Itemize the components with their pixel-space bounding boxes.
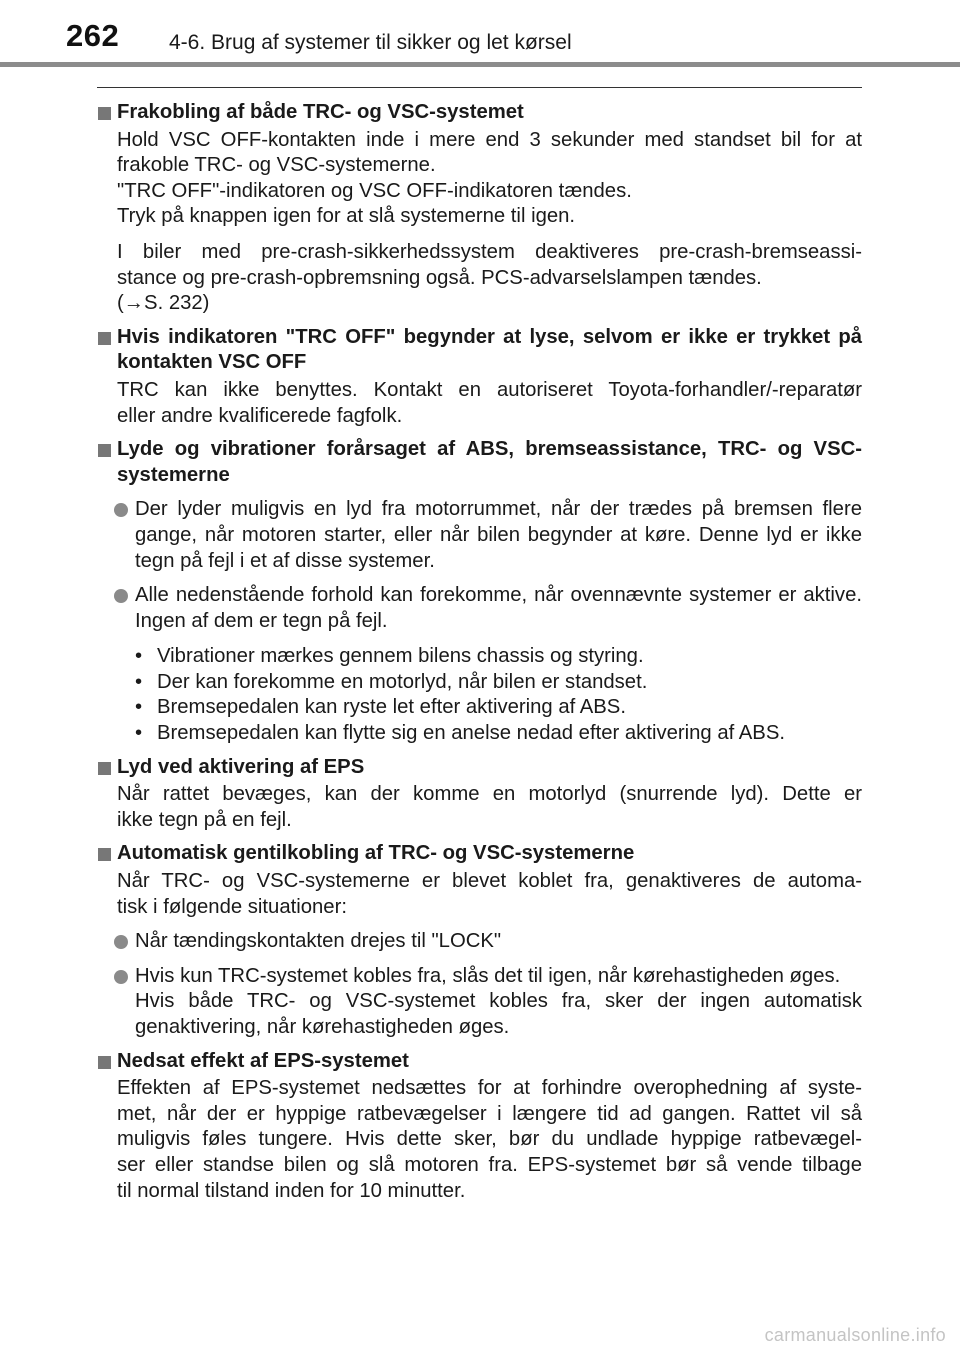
section-heading: Lyd ved aktivering af EPS — [97, 755, 862, 781]
page-header — [0, 0, 960, 70]
paragraph — [117, 378, 862, 429]
paragraph — [117, 782, 862, 833]
site-watermark: carmanualsonline.info — [764, 1325, 946, 1345]
text-line: Hold VSC OFF-kontakten inde i mere end 3 sekunder med standset bil for at — [117, 128, 862, 151]
dot-bullet-icon: • — [135, 696, 143, 719]
square-bullet-icon — [98, 444, 111, 457]
page-number: 262 — [66, 18, 120, 53]
section-heading: Lyde og vibrationer forårsaget af ABS, bremseassistance, TRC- og VSC-systemerne — [97, 437, 862, 488]
circle-bullet-icon — [114, 503, 128, 517]
header-divider-band — [0, 62, 960, 67]
section-trc-vsc-disable — [97, 100, 862, 317]
text-line: Effekten af EPS-systemet nedsættes for at forhindre overophedning af syste- — [117, 1077, 862, 1100]
text-line: ikke tegn på en fejl. — [117, 808, 292, 831]
section-eps-reduced — [97, 1049, 862, 1205]
sub-list-item: • Bremsepedalen kan ryste let efter aktivering af ABS. — [135, 695, 862, 721]
circle-bullet-icon — [114, 935, 128, 949]
paragraph — [117, 240, 862, 317]
text-line: "TRC OFF"-indikatoren og VSC OFF-indikatoren tændes. — [117, 179, 632, 202]
text-line: met, når der er hyppige ratbevægelser i længere tid ad gangen. Rattet vil så — [117, 1102, 862, 1125]
sub-list-item: • Der kan forekomme en motorlyd, når bilen er standset. — [135, 670, 862, 696]
square-bullet-icon — [98, 332, 111, 345]
sub-list — [135, 644, 862, 746]
list-item: Når tændingskontakten drejes til "LOCK" — [135, 929, 862, 955]
section-trc-off-indicator — [97, 325, 862, 429]
section-auto-reactivation — [97, 841, 862, 1040]
chapter-section-title: 4-6. Brug af systemer til sikker og let kørsel — [169, 31, 572, 54]
page-content — [97, 92, 862, 1204]
text-line: tisk i følgende situationer: — [117, 895, 347, 918]
text-line: Tryk på knappen igen for at slå systemerne til igen. — [117, 205, 576, 228]
section-eps-sound — [97, 755, 862, 834]
text-line: I biler med pre-crash-sikkerhedssystem deaktiveres pre-crash-bremseassi- — [117, 240, 862, 263]
text-line: Når rattet bevæges, kan der komme en motorlyd (snurrende lyd). Dette er — [117, 783, 862, 806]
paragraph — [117, 1076, 862, 1204]
paragraph — [117, 869, 862, 920]
sub-list-item: • Vibrationer mærkes gennem bilens chassis og styring. — [135, 644, 862, 670]
paragraph — [117, 128, 862, 230]
text-line: muligvis føles tungere. Hvis dette sker, bør du undlade hyppige ratbevægel- — [117, 1128, 862, 1151]
dot-bullet-icon: • — [135, 670, 143, 693]
square-bullet-icon — [98, 107, 111, 120]
content-top-rule — [97, 87, 862, 88]
list-item-continuation: Hvis både TRC- og VSC-systemet kobles fra, sker der ingen automatisk genaktivering, når kørehastigheden øges. — [135, 990, 862, 1038]
text-line: Når TRC- og VSC-systemerne er blevet koblet fra, genaktiveres de automa- — [117, 870, 862, 893]
sub-list-item: • Bremsepedalen kan flytte sig en anelse nedad efter aktivering af ABS. — [135, 721, 862, 747]
section-heading: Hvis indikatoren "TRC OFF" begynder at lyse, selvom er ikke er trykket på kontakten VSC OFF — [97, 325, 862, 376]
square-bullet-icon — [98, 1056, 111, 1069]
text-line: frakoble TRC- og VSC-systemerne. — [117, 154, 436, 177]
text-line: TRC kan ikke benyttes. Kontakt en autoriseret Toyota-forhandler/-reparatør — [117, 378, 862, 401]
square-bullet-icon — [98, 762, 111, 775]
circle-bullet-icon — [114, 970, 128, 984]
section-heading: Automatisk gentilkobling af TRC- og VSC-systemerne — [97, 841, 862, 867]
section-sounds-vibrations — [97, 437, 862, 747]
section-heading: Nedsat effekt af EPS-systemet — [97, 1049, 862, 1075]
text-line: ser eller standse bilen og slå motoren fra. EPS-systemet bør så vende tilbage — [117, 1153, 862, 1176]
square-bullet-icon — [98, 848, 111, 861]
list-item: Der lyder muligvis en lyd fra motorrummet, når der trædes på bremsen flere gange, når motoren starter, eller når bilen begynder at køre. Denne lyd er ikke tegn på fejl i et af disse systemer. — [135, 497, 862, 574]
circle-bullet-icon — [114, 589, 128, 603]
section-heading: Frakobling af både TRC- og VSC-systemet — [97, 100, 862, 126]
dot-bullet-icon: • — [135, 645, 143, 668]
text-line: eller andre kvalificerede fagfolk. — [117, 404, 403, 427]
text-line: stance og pre-crash-opbremsning også. PCS-advarselslampen tændes. — [117, 266, 762, 289]
dot-bullet-icon: • — [135, 722, 143, 745]
list-item: Hvis kun TRC-systemet kobles fra, slås det til igen, når kørehastigheden øges. Hvis både TRC- og VSC-systemet kobles fra, sker der ingen automatisk genaktivering, når kørehastigheden øges. — [135, 964, 862, 1041]
page-reference: (→S. 232) — [117, 292, 210, 315]
text-line: til normal tilstand inden for 10 minutter. — [117, 1179, 466, 1202]
list-item: Alle nedenstående forhold kan forekomme, når ovennævnte systemer er aktive. Ingen af dem er tegn på fejl. — [135, 583, 862, 634]
